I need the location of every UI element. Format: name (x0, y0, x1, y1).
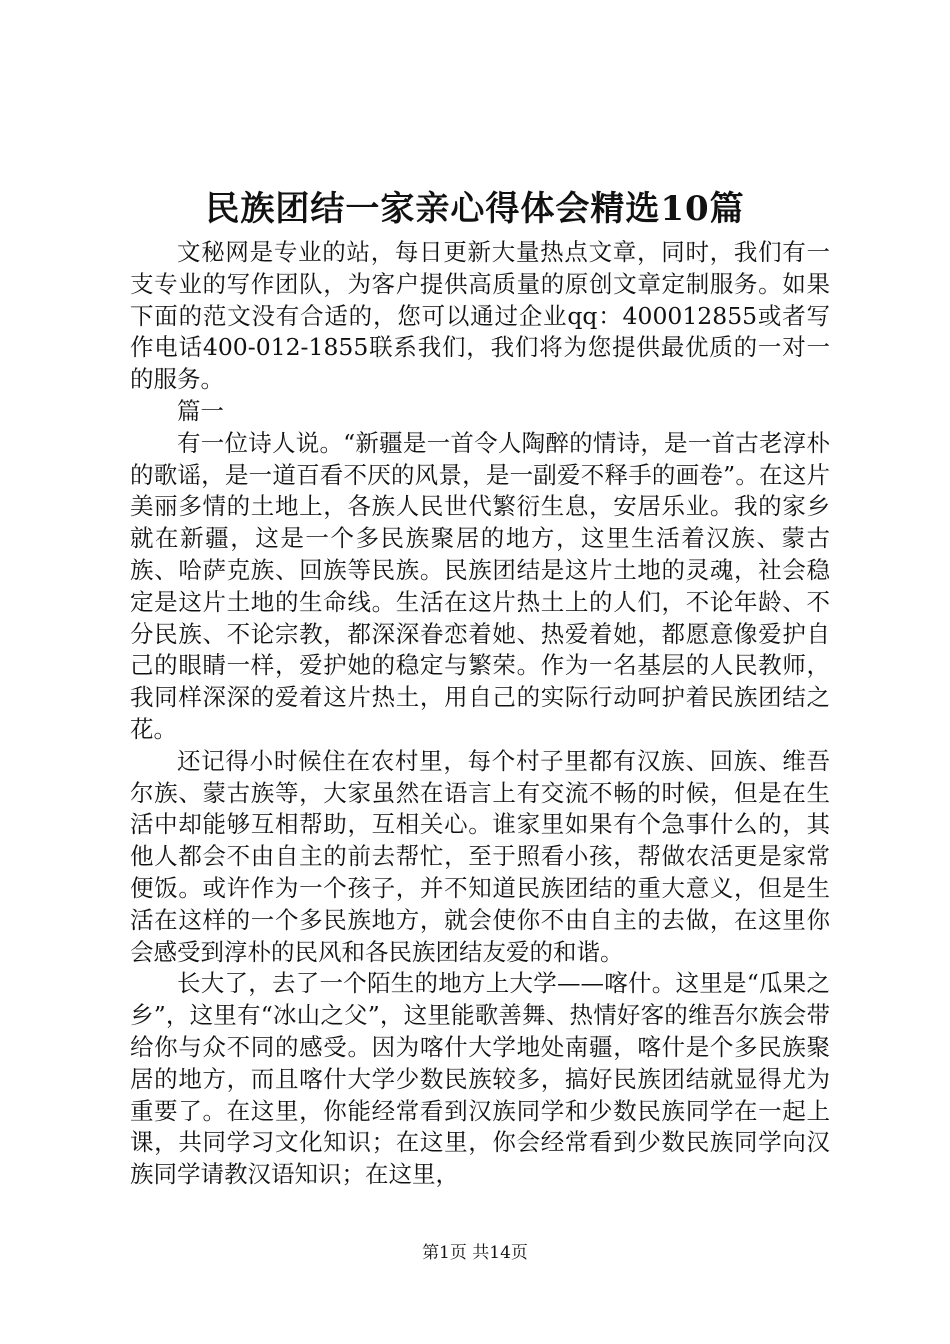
page-footer: 第1页 共14页 (422, 1243, 528, 1263)
body-paragraph-2: 还记得小时候住在农村里，每个村子里都有汉族、回族、维吾尔族、蒙古族等，大家虽然在语言上有交流不畅的时候，但是在生活中却能够互相帮助，互相关心。谁家里如果有个急事什么的，其他人都会不由自主的前去帮忙，至于照看小孩，帮做农活更是家常便饭。或许作为一个孩子，并不知道民族团结的重大意义，但是生活在这样的一个多民族地方，就会使你不由自主的去做，在这里你会感受到淳朴的民风和各民族团结友爱的和谐。 (130, 746, 830, 966)
document-body (130, 237, 830, 1191)
body-paragraph-3: 长大了，去了一个陌生的地方上大学——喀什。这里是“瓜果之乡”，这里有“冰山之父”，这里能歌善舞、热情好客的维吾尔族会带给你与众不同的感受。因为喀什大学地处南疆，喀什是个多民族聚居的地方，而且喀什大学少数民族较多，搞好民族团结就显得尤为重要了。在这里，你能经常看到汉族同学和少数民族同学在一起上课，共同学习文化知识；在这里，你会经常看到少数民族同学向汉族同学请教汉语知识；在这里， (130, 969, 830, 1189)
body-paragraph-1: 有一位诗人说。“新疆是一首令人陶醉的情诗，是一首古老淳朴的歌谣，是一道百看不厌的风景，是一副爱不释手的画卷”。在这片美丽多情的土地上，各族人民世代繁衍生息，安居乐业。我的家乡就在新疆，这是一个多民族聚居的地方，这里生活着汉族、蒙古族、哈萨克族、回族等民族。民族团结是这片土地的灵魂，社会稳定是这片土地的生命线。生活在这片热土上的人们，不论年龄、不分民族、不论宗教，都深深眷恋着她、热爱着她，都愿意像爱护自己的眼睛一样，爱护她的稳定与繁荣。作为一名基层的人民教师，我同样深深的爱着这片热土，用自己的实际行动呵护着民族团结之花。 (130, 428, 830, 743)
section-heading: 篇一 (177, 396, 224, 425)
document-title: 民族团结一家亲心得体会精选10篇 (205, 189, 745, 229)
intro-paragraph: 文秘网是专业的站，每日更新大量热点文章，同时，我们有一支专业的写作团队，为客户提供高质量的原创文章定制服务。如果下面的范文没有合适的，您可以通过企业qq：400012855或者写作电话400-012-1855联系我们，我们将为您提供最优质的一对一的服务。 (130, 238, 830, 394)
